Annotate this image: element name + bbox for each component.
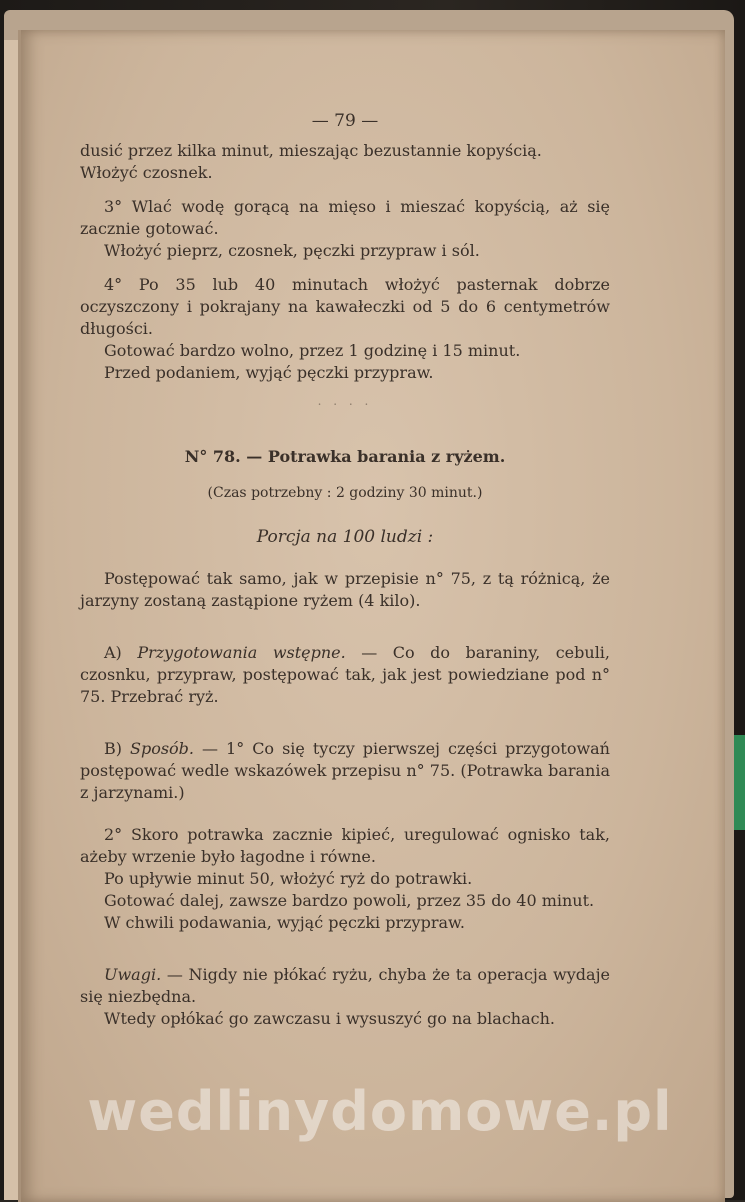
intro-line-2: Włożyć czosnek. — [80, 163, 213, 182]
recipe-intro: Postępować tak samo, jak w przepisie n° 75, z tą różnicą, że jarzyny zostaną zastąpione ryżem (4 kilo). — [80, 569, 610, 610]
recipe-time: (Czas potrzebny : 2 godziny 30 minut.) — [207, 485, 483, 501]
page-edge — [4, 40, 18, 1200]
step-3-line-2: Włożyć pieprz, czosnek, pęczki przypraw i sól. — [104, 241, 480, 260]
section-a-title: Przygotowania wstępne. — [137, 643, 346, 662]
step-4-text: 4° Po 35 lub 40 minutach włożyć pasternak dobrze oczyszczony i pokrajany na kawałeczki od 5 do 6 centymetrów długości. — [80, 275, 610, 338]
section-a-label: A) — [104, 643, 122, 662]
step-3-text: 3° Wlać wodę gorącą na mięso i mieszać kopyścią, aż się zacznie gotować. — [80, 197, 610, 238]
remarks-title: Uwagi. — [104, 965, 162, 984]
intro-line-1: dusić przez kilka minut, mieszając bezustannie kopyścią. — [80, 141, 542, 160]
section-b — [80, 738, 610, 804]
separator-dots: . . . . — [317, 394, 373, 408]
step-2-line-2: Po upływie minut 50, włożyć ryż do potrawki. — [104, 869, 473, 888]
step-4-line-2: Gotować bardzo wolno, przez 1 godzinę i 15 minut. — [104, 341, 521, 360]
recipe-heading: N° 78. — Potrawka barania z ryżem. — [184, 447, 506, 466]
section-a — [80, 642, 610, 708]
section-b-title: Sposób. — [130, 739, 195, 758]
section-b-text: — 1° Co się tyczy pierwszej części przygotowań postępować wedle wskazówek przepisu n° 75. (Potrawka barania z jarzynami.) — [80, 739, 610, 802]
page-content — [80, 110, 610, 1030]
watermark: wedlinydomowe.pl — [87, 1080, 673, 1143]
recipe-portion: Porcja na 100 ludzi : — [256, 527, 434, 547]
section-a-text: — Co do baraniny, cebuli, czosnku, przypraw, postępować tak, jak jest powiedziane pod n° 75. Przebrać ryż. — [80, 643, 611, 706]
step-2-text: 2° Skoro potrawka zacznie kipieć, uregulować ognisko tak, ażeby wrzenie było łagodne i równe. — [80, 825, 610, 866]
remarks-text: — Nigdy nie płókać ryżu, chyba że ta operacja wydaje się niezbędna. — [80, 965, 610, 1006]
page-number: — 79 — — [311, 111, 379, 131]
section-b-label: B) — [104, 739, 122, 758]
step-2-line-4: W chwili podawania, wyjąć pęczki przypraw. — [104, 913, 465, 932]
step-2-line-3: Gotować dalej, zawsze bardzo powoli, przez 35 do 40 minut. — [104, 891, 595, 910]
remarks — [80, 964, 610, 1008]
remarks-line-2: Wtedy opłókać go zawczasu i wysuszyć go na blachach. — [104, 1009, 555, 1028]
step-4-line-3: Przed podaniem, wyjąć pęczki przypraw. — [104, 363, 434, 382]
